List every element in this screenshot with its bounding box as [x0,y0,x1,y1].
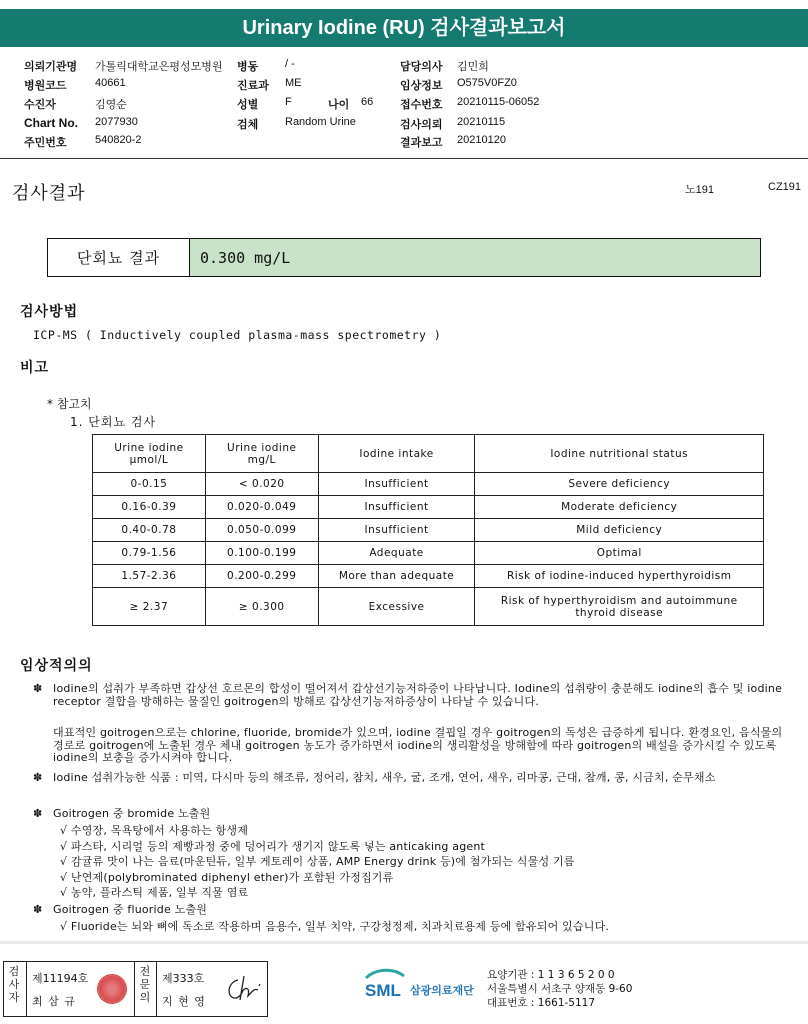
ward-label: 병동 [237,60,259,73]
report-value: 20210120 [457,134,506,146]
table-header-row [93,435,764,473]
table-cell: Risk of iodine-induced hyperthyroidism [475,565,764,588]
sml-logo-text: SML [365,981,401,1000]
list-item: √ 감귤류 맛이 나는 음료(마운틴듀, 일부 게토레이 상품, AMP Energy drink 등)에 첨가되는 식물성 기름 [60,855,575,868]
specialist-name: 지 현 영 [162,995,206,1008]
table-cell: 0-0.15 [93,473,206,496]
specialist-vertical-label: 전문의 [139,965,151,1004]
table-cell: 0.40-0.78 [93,519,206,542]
sex-label: 성별 [237,98,259,111]
examiner-license: 제11194호 [32,972,89,985]
list-item: √ 파스타, 시리얼 등의 제빵과정 중에 덩어리가 생기지 않도록 넣는 anticaking agent [60,839,486,853]
cell-divider [26,962,27,1016]
org-code: 요양기관 : 1 1 3 6 5 2 0 0 [487,969,615,981]
clinical-title: 임상적의의 [20,658,93,674]
doctor-label: 담당의사 [400,60,443,73]
specimen-value: Random Urine [285,116,356,128]
table-cell: Optimal [475,542,764,565]
clinical-info-value: O575V0FZ0 [457,77,517,89]
table-row [93,519,764,542]
table-cell: 0.020-0.049 [205,496,318,519]
table-cell: Severe deficiency [475,473,764,496]
examiner-name: 최 삼 규 [32,995,76,1008]
table-row [93,473,764,496]
ward-value: / - [285,58,295,70]
examiner-vertical-label: 검사자 [8,965,20,1004]
results-section-title: 검사결과 [12,183,86,204]
table-row [93,496,764,519]
table-cell: 0.100-0.199 [205,542,318,565]
examinee-label: 수진자 [24,98,56,111]
table-cell: Mild deficiency [475,519,764,542]
clinical-paragraph-1: Iodine의 섭취가 부족하면 갑상선 호르몬의 합성이 떨어져서 갑상선기능저하증이 나타납니다. Iodine의 섭취량이 충분해도 iodine의 흡수 및 iodine receptor 결합을 방해하는 물질인 goitrogen의 방해로 갑상선기능저하증상이 나타날 수 있습니다. [53,682,783,708]
table-header-cell: Urine iodine μmol/L [93,435,206,473]
table-cell: 0.050-0.099 [205,519,318,542]
doctor-value: 김민희 [457,61,489,73]
chart-label: Chart No. [24,116,78,130]
result-box [47,238,761,277]
seal-stamp [97,974,127,1004]
bullet-icon: ✽ [33,903,43,916]
report-label: 결과보고 [400,136,443,149]
dept-label: 진료과 [237,79,269,92]
method-text: ICP-MS ( Inductively coupled plasma-mass spectrometry ) [33,328,442,342]
table-header-cell: Iodine intake [318,435,475,473]
sex-value: F [285,96,292,108]
specialist-license: 제333호 [162,972,205,985]
table-cell: Insufficient [318,496,475,519]
table-cell: 1.57-2.36 [93,565,206,588]
bullet-icon: ✽ [33,771,43,784]
org-phone: 대표번호 : 1661-5117 [487,997,596,1009]
sml-logo [362,966,408,1006]
bromide-title: Goitrogen 중 bromide 노출원 [53,807,211,820]
resident-value: 540820-2 [95,134,142,146]
list-item: √ 난연제(polybrominated diphenyl ether)가 포함된 가정집기류 [60,870,394,884]
bullet-icon: ✽ [33,682,43,695]
table-cell: 0.200-0.299 [205,565,318,588]
signature-icon [224,974,264,1004]
result-label: 단회뇨 결과 [48,239,190,276]
table-row [93,542,764,565]
chart-value: 2077930 [95,116,138,128]
table-cell: ≥ 0.300 [205,588,318,626]
age-value: 66 [361,96,374,108]
org-name: 삼광의료재단 [410,984,474,997]
result-value: 0.300 mg/L [190,239,760,276]
resident-label: 주민번호 [24,136,67,149]
reference-heading: * 참고치 [47,397,92,411]
request-label: 검사의뢰 [400,118,443,131]
reference-subheading: 1. 단회뇨 검사 [70,415,157,429]
remarks-title: 비고 [20,360,50,376]
dept-value: ME [285,77,302,89]
table-row [93,565,764,588]
table-cell: 0.79-1.56 [93,542,206,565]
result-code-2: CZ191 [768,181,802,193]
receipt-value: 20210115-06052 [457,96,540,108]
institution-value: 가톨릭대학교은평성모병원 [95,61,223,73]
table-cell: ≥ 2.37 [93,588,206,626]
signature-box [3,961,268,1017]
method-title: 검사방법 [20,304,79,320]
cell-divider [156,962,157,1016]
table-cell: Risk of hyperthyroidism and autoimmune thyroid disease [475,588,764,626]
reference-table [92,434,764,626]
table-cell: Insufficient [318,519,475,542]
footer-divider [0,941,808,944]
specimen-label: 검체 [237,118,259,131]
request-value: 20210115 [457,116,506,128]
bromide-list [60,823,790,901]
table-cell: Moderate deficiency [475,496,764,519]
table-cell: Excessive [318,588,475,626]
table-cell: 0.16-0.39 [93,496,206,519]
fluoride-list [60,919,790,935]
report-title: Urinary Iodine (RU) 검사결과보고서 [0,9,808,47]
examinee-value: 김영순 [95,99,127,111]
org-address: 서울특별시 서초구 양재동 9-60 [487,983,633,995]
info-divider [0,158,808,159]
table-cell: Insufficient [318,473,475,496]
table-cell: Adequate [318,542,475,565]
sml-logo-icon [362,966,408,1002]
table-header-cell: Urine iodine mg/L [205,435,318,473]
clinical-paragraph-3: Iodine 섭취가능한 식품 : 미역, 다시마 등의 해조류, 정어리, 참치, 새우, 굴, 조개, 연어, 새우, 리마콩, 근대, 참깨, 콩, 시금치, 순무채소 [53,771,716,784]
age-label: 나이 [328,98,350,111]
list-item: √ 농약, 플라스틱 제품, 일부 직물 염료 [60,886,249,899]
table-cell: < 0.020 [205,473,318,496]
cell-divider [134,962,135,1016]
fluoride-title: Goitrogen 중 fluoride 노출원 [53,903,208,916]
institution-label: 의뢰기관명 [24,60,78,73]
table-header-cell: Iodine nutritional status [475,435,764,473]
clinical-info-label: 임상정보 [400,79,443,92]
bullet-icon: ✽ [33,807,43,820]
result-code-1: 노191 [685,184,714,196]
hospital-code-label: 병원코드 [24,79,67,92]
clinical-paragraph-2: 대표적인 goitrogen으로는 chlorine, fluoride, bromide가 있으며, iodine 결핍일 경우 goitrogen의 독성은 급증하게 됩니다. 환경요인, 음식물의 경로로 goitrogen에 노출된 경우 체내 goitrogen 농도가 증가하면서 iodine의 생리활성을 방해함에 따라 goitrogen의 배설을 증가시킬 수 있도록 iodine의 보충을 증가시켜야 합니다. [53,726,783,764]
list-item: √ Fluoride는 뇌와 뼈에 독소로 작용하며 음용수, 일부 치약, 구강청정제, 치과치료용제 등에 함유되어 있습니다. [60,920,610,933]
list-item: √ 수영장, 목욕탕에서 사용하는 항생제 [60,824,249,837]
hospital-code-value: 40661 [95,77,126,89]
table-row [93,588,764,626]
table-cell: More than adequate [318,565,475,588]
receipt-label: 접수번호 [400,98,443,111]
